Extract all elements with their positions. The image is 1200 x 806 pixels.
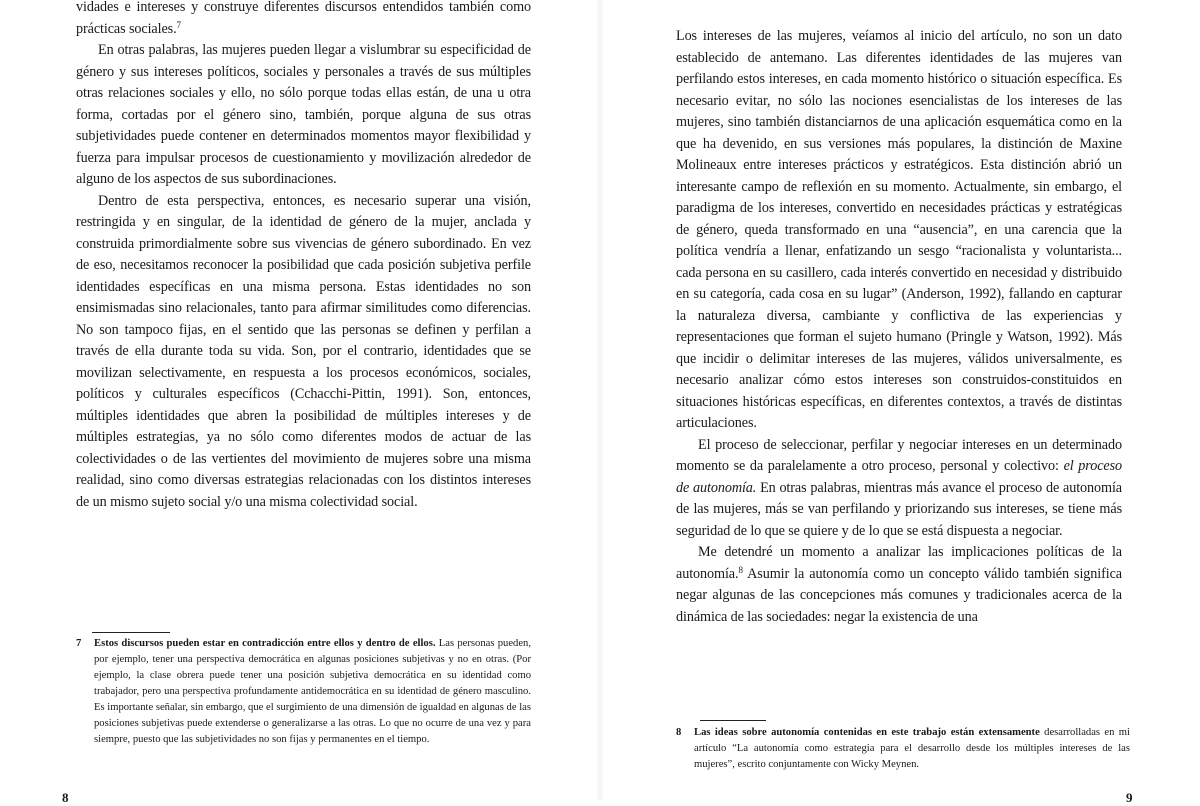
footnote-number: 8 [676, 727, 682, 738]
footnote-ref[interactable]: 7 [176, 19, 181, 30]
footnote-text: desarrolladas en mi artículo “La autonomía como estrategia para el desarrollo desde los múltiples intereses de las mujeres”, escrito conjuntamente con Wicky Meynen. [694, 727, 1130, 770]
footnote-rule [700, 720, 766, 721]
paragraph: En otras palabras, las mujeres pueden llegar a vislumbrar su especificidad de género y sus intereses políticos, sociales y personales a través de sus múltiples otras relaciones sociales y ello, no sólo porque todas ellas están, de una u otra forma, cortadas por el género sino, también, porque alguna de sus otras subjetividades puede contener en determinados momentos mayor flexibilidad y fuerza para impulsar procesos de cuestionamiento y movilización alrededor de alguno de los aspectos de sus subordinaciones. [76, 42, 531, 187]
footnote [676, 725, 1130, 773]
left-body-text [76, 0, 531, 513]
left-page [0, 0, 600, 805]
footnote [76, 636, 531, 748]
emphasis: el proceso de autonomía. [676, 458, 1122, 496]
paragraph: Los intereses de las mujeres, veíamos al inicio del artículo, no son un dato establecido de antemano. Las diferentes identidades de las mujeres van perfilando estos intereses, en cada momento histórico o situación específica. Es necesario evitar, no sólo las nociones esencialistas de los intereses de las mujeres, sino también distanciarnos de una aplicación esquemática como en la que ha devenido, en sus versiones más populares, la distinción de Maxine Molineaux entre intereses prácticos y estratégicos. Esta distinción abrió un interesante campo de reflexión en su momento. Actualmente, sin embargo, el paradigma de los intereses, convertido en necesidades prácticas y estratégicas de género, queda transformado en una “ausencia”, en una carencia que la política vendría a llenar, enfatizando un sesgo “racionalista y voluntarista... cada persona en su casillero, cada interés convertido en necesidad y distribuido en su categoría, cada cosa en su lugar” (Anderson, 1992), fallando en capturar la naturaleza diversa, cambiante y conflictiva de las experiencias y representaciones que forman el sujeto humano (Pringle y Watson, 1992). Más que incidir o delimitar intereses de las mujeres, válidos universalmente, es necesario analizar cómo estos intereses son construidos-constituidos en situaciones históricas específicas, en diferentes contextos, a través de distintas articulaciones. [676, 28, 1122, 431]
paragraph: Dentro de esta perspectiva, entonces, es necesario superar una visión, restringida y en singular, de la identidad de género de la mujer, anclada y construida primordialmente sobre sus vivencias de género subordinado. En vez de eso, necesitamos reconocer la posibilidad que cada posición subjetiva perfile identidades específicas en una misma persona. Estas identidades no son ensimismadas sino relacionales, tanto para afirmar similitudes como diferencias. No son tampoco fijas, en el sentido que las personas se definen y perfilan a través de ella durante toda su vida. Son, por el contrario, identidades que se movilizan selectivamente, en respuesta a los procesos económicos, sociales, políticos y culturales específicos (Cchacchi-Pittin, 1991). Son, entonces, múltiples identidades que abren la posibilidad de múltiples intereses y de múltiples estrategias, ya no sólo como diferentes modos de actuar de las colectividades o de las vertientes del movimiento de mujeres sobre una misma realidad, sino como diversas estrategias relacionadas con los distintos intereses de un mismo sujeto social y/o una misma colectividad social. [76, 192, 531, 510]
footnote-text: Las personas pueden, por ejemplo, tener una perspectiva democrática en algunas posiciones subjetivas y no en otras. (Por ejemplo, la clase obrera puede tener una posición subjetiva democrática en su identidad como trabajador, pero una perspectiva profundamente antidemocrática en su identidad de género masculino. Es importante señalar, sin embargo, que el surgimiento de una dimensión de igualdad en algunas de las posiciones subjetivas puede extenderse o generalizarse a las otras. Lo que no ocurre de una vez y para siempre, puesto que las subjetividades no son fijas y permanentes en el tiempo. [94, 638, 531, 745]
right-body-text [676, 26, 1122, 628]
paragraph: vidades e intereses y construye diferentes discursos entendidos también como prácticas sociales.$^7$ [76, 0, 531, 37]
page-number: 8 [62, 790, 69, 805]
page-number: 9 [1126, 790, 1133, 805]
footnote-lead: Estos discursos pueden estar en contradicción entre ellos y dentro de ellos. [94, 638, 436, 649]
paragraph: El proceso de seleccionar, perfilar y negociar intereses en un determinado momento se da paralelamente a otro proceso, personal y colectivo: el proceso de autonomía. En otras palabras, mientras más avance el proceso de autonomía de las mujeres, más se van perfilando y priorizando sus intereses, se tiene más seguridad de lo que se quiere y de lo que se está dispuesta a negociar. [676, 436, 1122, 539]
footnote-rule [92, 632, 170, 633]
footnote-lead: Las ideas sobre autonomía contenidas en este trabajo están extensamente [694, 727, 1040, 738]
right-page [600, 0, 1200, 805]
footnote-ref[interactable]: 8 [738, 564, 743, 575]
footnote-number: 7 [76, 638, 82, 649]
paragraph: Me detendré un momento a analizar las implicaciones políticas de la autonomía.$^8$ Asumir la autonomía como un concepto válido también significa negar algunas de las concepciones más comunes y tradicionales acerca de la dinámica de las sociedades: negar la existencia de una [676, 544, 1122, 625]
